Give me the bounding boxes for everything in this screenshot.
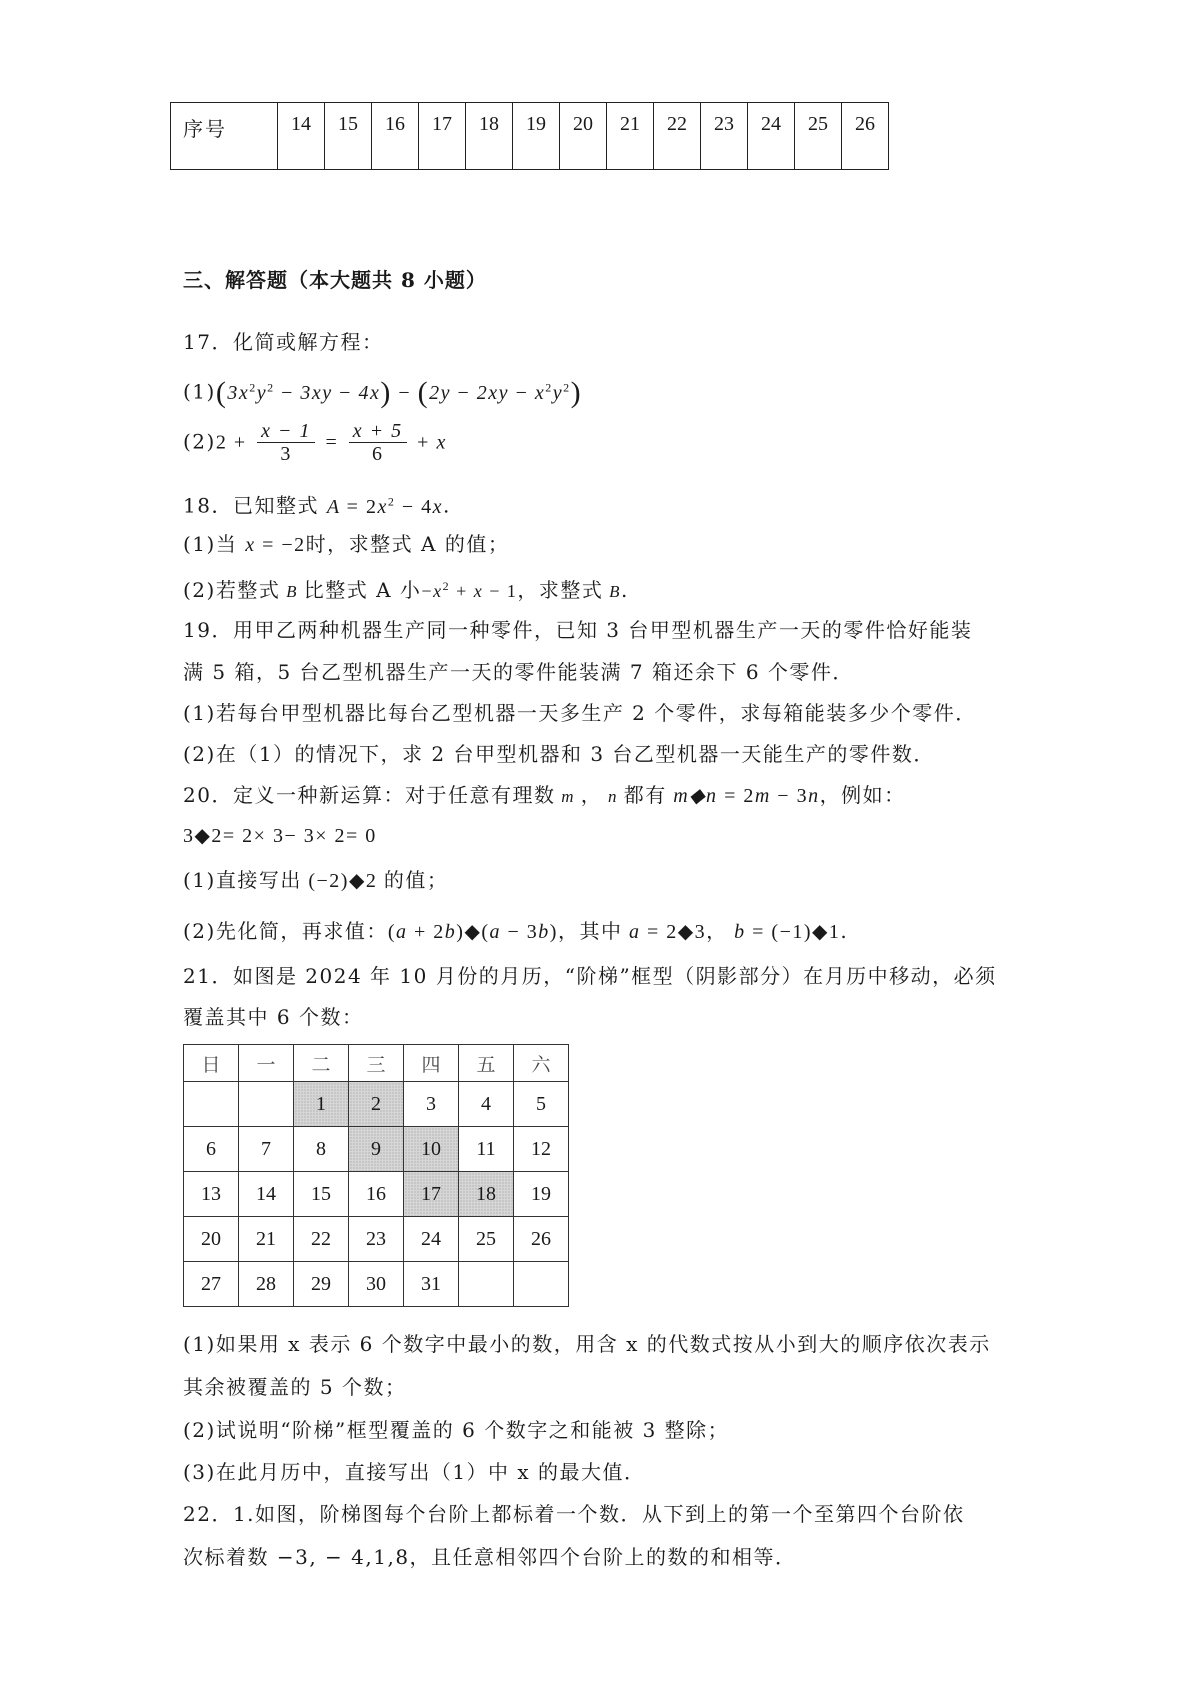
q18-part2 [183,572,629,606]
section-title: 三、解答题（本大题共 8 小题） [183,268,487,292]
q17-part1-label: (1) [183,379,216,404]
october-calendar [183,1044,569,1307]
q18-polynomial-b: B [280,582,304,601]
answer-number-cell: 26 [842,103,889,170]
answer-number-cell: 16 [372,103,419,170]
calendar-weekday: 一 [239,1045,294,1082]
q21-part1-line1: (1)如果用 x 表示 6 个数字中最小的数，用含 x 的代数式按从小到大的顺序依次表示 [183,1332,991,1356]
q17-part1 [183,373,582,407]
calendar-day: 5 [514,1082,569,1127]
calendar-empty-cell [239,1082,294,1127]
q20-part2-prefix: (2)先化简，再求值： [183,919,388,943]
calendar-weekday: 三 [349,1045,404,1082]
calendar-day-shaded: 2 [349,1082,404,1127]
calendar-day: 12 [514,1127,569,1172]
q18-part2-prefix: (2)若整式 [183,578,281,602]
q18-part1 [183,530,509,559]
q20-part2-expression: (a + 2b)◆(a − 3b) [387,921,558,943]
calendar-day-shaded: 10 [404,1127,459,1172]
calendar-empty-cell [459,1262,514,1307]
q19-line1: 19．用甲乙两种机器生产同一种零件，已知 3 台甲型机器生产一天的零件恰好能装 [183,618,973,642]
answer-number-cell: 17 [419,103,466,170]
calendar-day: 29 [294,1262,349,1307]
q18-part2-suffix: ，求整式 [517,578,604,602]
q20-part2: (2)先化简，再求值：(a + 2b)◆(a − 3b)，其中 a = 2◆3， b = (−1)◆1. [183,919,849,943]
answer-index-table [170,102,889,170]
calendar-week-row [184,1217,569,1262]
calendar-day-shaded: 18 [459,1172,514,1217]
q18-x-value: x = −2 [245,534,306,556]
q17-part1-expression: $(3x^2y^2 - 3xy - 4x) - (2y - 2xy - x^2y^2)$ [215,375,583,409]
q21-line1: 21．如图是 2024 年 10 月份的月历，“阶梯”框型（阴影部分）在月历中移动，必须 [183,964,997,988]
answer-number-cell: 21 [607,103,654,170]
calendar-day: 28 [239,1262,294,1307]
table-row [171,103,889,170]
q18-difference-expression: $-x^2 + x - 1$ [421,579,518,601]
calendar-day: 6 [184,1127,239,1172]
calendar-day: 27 [184,1262,239,1307]
calendar-day-shaded: 17 [404,1172,459,1217]
q18-part2-mid: 比整式 A 小 [303,578,422,602]
calendar-day: 14 [239,1172,294,1217]
calendar-day: 23 [349,1217,404,1262]
answer-number-cell: 22 [654,103,701,170]
table-header-cell: 序号 [171,103,278,170]
calendar-day: 16 [349,1172,404,1217]
q18-part1-suffix: 时，求整式 A 的值； [305,532,510,556]
calendar-day-shaded: 1 [294,1082,349,1127]
q22-line1: 22．1.如图，阶梯图每个台阶上都标着一个数．从下到上的第一个至第四个台阶依 [183,1502,965,1526]
q21-part1-line2: 其余被覆盖的 5 个数； [183,1375,407,1399]
calendar-weekday: 六 [514,1045,569,1082]
q20-var-m: m [555,787,581,806]
q20-example: 3◆2= 2× 3− 3× 2= 0 [183,825,377,847]
q20-part2-mid: ，其中 [557,919,623,943]
q18-polynomial-b-ref: B [603,582,622,601]
calendar-day-shaded: 9 [349,1127,404,1172]
q17-part2 [183,420,447,465]
calendar-day: 15 [294,1172,349,1217]
calendar-week-row [184,1127,569,1172]
calendar-day: 11 [459,1127,514,1172]
calendar-day: 3 [404,1082,459,1127]
q17-part2-equation: 2 + $\frac{x - 1}{3}$ = $\frac{x + 5}{6}$ + x [215,420,447,465]
q20-line1-prefix: 20．定义一种新运算：对于任意有理数 [183,783,556,807]
answer-number-cell: 23 [701,103,748,170]
calendar-day: 20 [184,1217,239,1262]
calendar-day: 30 [349,1262,404,1307]
calendar-week-row [184,1262,569,1307]
q20-part2-end: . [840,919,849,943]
q20-operation-definition: m◆n = 2m − 3n [666,785,820,807]
answer-number-cell: 19 [513,103,560,170]
q19-part1: (1)若每台甲型机器比每台乙型机器一天多生产 2 个零件，求每箱能装多少个零件． [183,701,977,725]
calendar-weekday: 五 [459,1045,514,1082]
calendar-day: 4 [459,1082,514,1127]
calendar-day: 21 [239,1217,294,1262]
calendar-day: 13 [184,1172,239,1217]
q18-title: 18．已知整式 $A = 2x^2 - 4x$. [183,493,451,518]
q21-part3: (3)在此月历中，直接写出（1）中 x 的最大值． [183,1460,646,1484]
q19-part2: (2)在（1）的情况下，求 2 台甲型机器和 3 台乙型机器一天能生产的零件数． [183,742,935,766]
q20-line1: 20．定义一种新运算：对于任意有理数 m ， n 都有 m◆n = 2m − 3n，例如： [183,783,906,807]
answer-number-cell: 24 [748,103,795,170]
calendar-day: 31 [404,1262,459,1307]
q18-part1-prefix: (1)当 [183,532,238,556]
calendar-week-row [184,1082,569,1127]
q20-part1-expression: (−2)◆2 [301,870,384,892]
q20-line1-mid: 都有 [623,783,667,807]
q21-line2: 覆盖其中 6 个数： [183,1005,364,1029]
q20-part1 [183,866,448,895]
q18-title-text: 18．已知整式 [183,493,319,518]
q20-value-a: a = 2◆3 [622,921,707,943]
q17-part2-label: (2) [183,429,216,454]
answer-number-cell: 14 [278,103,325,170]
calendar-weekday: 二 [294,1045,349,1082]
calendar-weekday: 日 [184,1045,239,1082]
answer-number-cell: 15 [325,103,372,170]
calendar-day: 7 [239,1127,294,1172]
q20-part1-suffix: 的值； [383,868,449,892]
q20-var-n: n [602,787,624,806]
calendar-day: 25 [459,1217,514,1262]
calendar-day: 26 [514,1217,569,1262]
q22-line2: 次标着数 −3, − 4,1,8，且任意相邻四个台阶上的数的和相等． [183,1545,797,1569]
q21-part2: (2)试说明“阶梯”框型覆盖的 6 个数字之和能被 3 整除； [183,1418,730,1442]
answer-number-cell: 20 [560,103,607,170]
calendar-weekday-row [184,1045,569,1082]
q18-part2-end: . [621,578,629,602]
answer-number-cell: 25 [795,103,842,170]
calendar-week-row [184,1172,569,1217]
q18-polynomial-a: $A = 2x^2 - 4x$ [326,494,444,518]
calendar-weekday: 四 [404,1045,459,1082]
q20-line1-suffix: ，例如： [819,783,906,807]
q19-line2: 满 5 箱，5 台乙型机器生产一天的零件能装满 7 箱还余下 6 个零件． [183,660,854,684]
calendar-day: 19 [514,1172,569,1217]
calendar-empty-cell [514,1262,569,1307]
calendar-day: 8 [294,1127,349,1172]
q20-part1-prefix: (1)直接写出 [183,868,302,892]
calendar-empty-cell [184,1082,239,1127]
q20-value-b: b = (−1)◆1 [727,921,841,943]
calendar-day: 24 [404,1217,459,1262]
q17-title: 17．化简或解方程： [183,330,384,354]
calendar-day: 22 [294,1217,349,1262]
answer-number-cell: 18 [466,103,513,170]
